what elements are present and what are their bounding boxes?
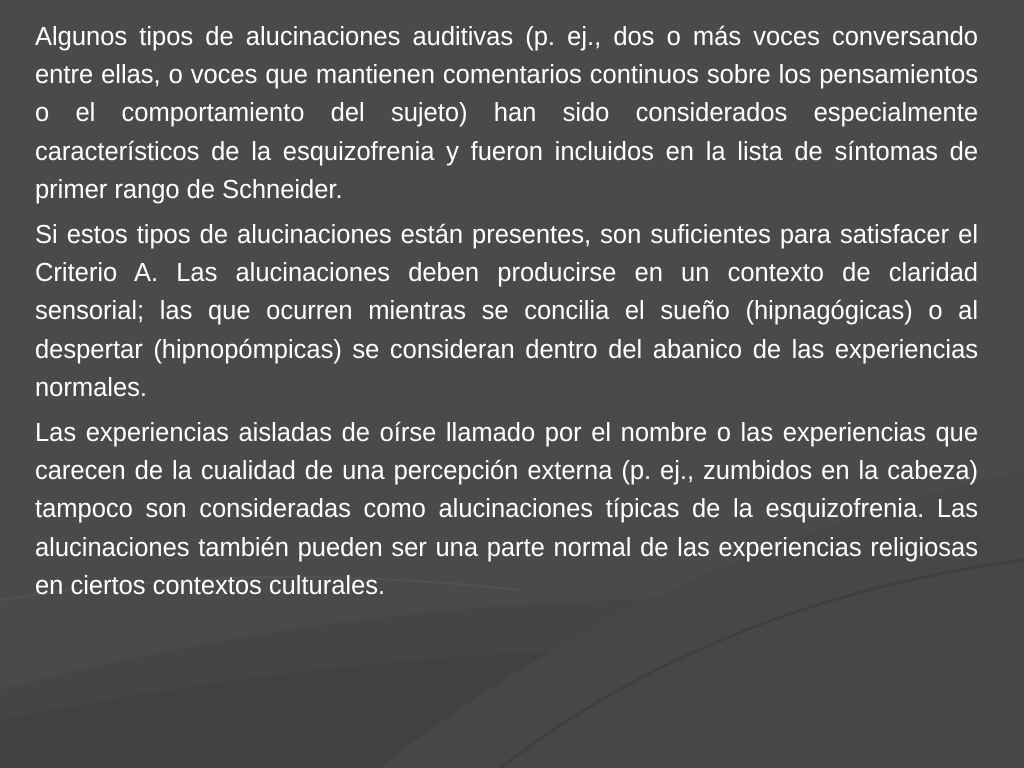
slide-body [35, 18, 978, 612]
paragraph-2: Si estos tipos de alucinaciones están presentes, son suficientes para satisfacer el Criterio A. Las alucinaciones deben producirse en un contexto de claridad sensorial; las que ocurren mientras se concilia el sueño (hipnagógicas) o al despertar (hipnopómpicas) se consideran dentro del abanico de las experiencias normales. [35, 221, 978, 402]
paragraph-1: Algunos tipos de alucinaciones auditivas (p. ej., dos o más voces conversando entre ellas, o voces que mantienen comentarios continuos sobre los pensamientos o el comportamiento del sujeto) han sido considerados especialmente característicos de la esquizofrenia y fueron incluidos en la lista de síntomas de primer rango de Schneider. [35, 23, 978, 204]
paragraph-3: Las experiencias aisladas de oírse llamado por el nombre o las experiencias que carecen de la cualidad de una percepción externa (p. ej., zumbidos en la cabeza) tampoco son consideradas como alucinaciones típicas de la esquizofrenia. Las alucinaciones también pueden ser una parte normal de las experiencias religiosas en ciertos contextos culturales. [35, 419, 978, 600]
